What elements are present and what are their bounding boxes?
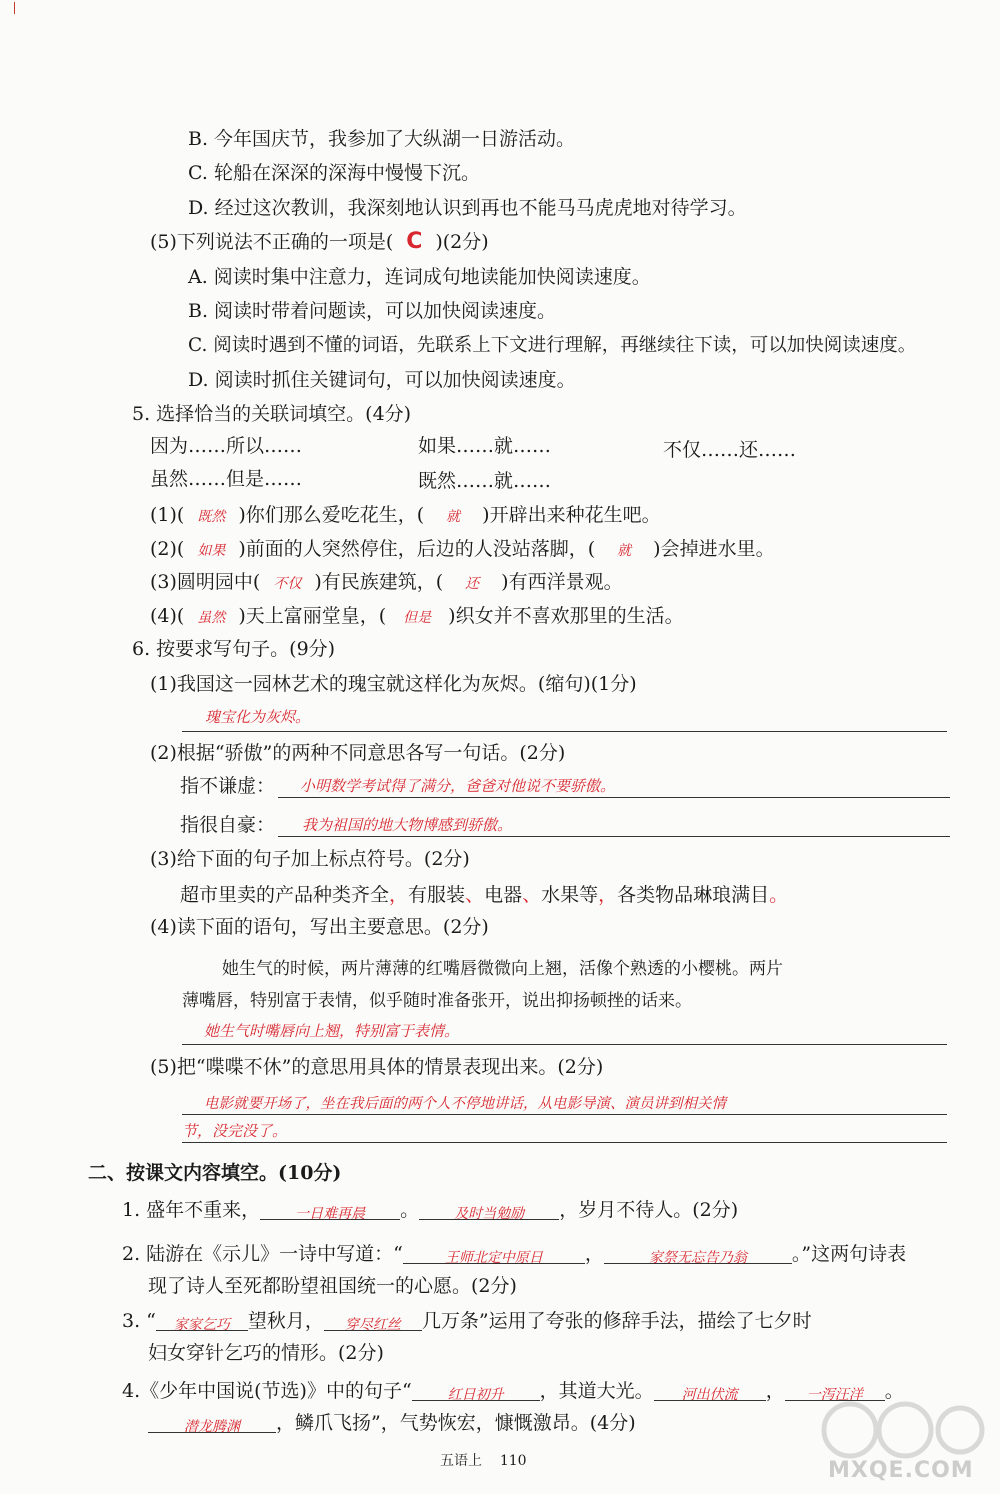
item-text: 。 — [884, 1380, 904, 1402]
answer-blank — [156, 1308, 248, 1331]
q5-item — [150, 603, 684, 631]
answer-blank — [148, 1410, 276, 1433]
q5-item — [150, 536, 775, 564]
handwritten-answer: 电影就要开场了，坐在我后面的两个人不停地讲话，从电影导演、演员讲到相关情 — [204, 1096, 726, 1112]
handwritten-answer: 河出伏流 — [681, 1387, 738, 1403]
prompt-label: 指不谦虚： — [180, 775, 276, 797]
conjunction-option: 不仅……还…… — [663, 439, 797, 461]
watermark-text: MXQE.COM — [828, 1458, 974, 1483]
handwritten-answer: 不仅 — [273, 576, 302, 592]
fill-item-2-cont: 现了诗人至死都盼望祖国统一的心愿。(2分) — [148, 1275, 517, 1297]
question-4-5 — [150, 229, 489, 255]
answer-line — [182, 731, 947, 732]
answer-blank — [419, 1197, 559, 1220]
conjunction-option: 既然……就…… — [418, 470, 552, 492]
handwritten-answer: 但是 — [403, 610, 432, 626]
handwritten-answer: 还 — [465, 576, 480, 592]
answer-blank — [260, 1197, 400, 1220]
answer-choice: C — [406, 229, 423, 254]
answer-line — [182, 1114, 947, 1115]
answer-blank — [604, 1241, 792, 1264]
sentence-text: 水果等 — [541, 884, 599, 906]
item-text: 1. 盛年不重来， — [122, 1199, 261, 1221]
item-text: )有西洋景观。 — [501, 571, 623, 593]
added-punctuation: ， — [598, 884, 618, 906]
answer-blank — [324, 1308, 422, 1331]
added-punctuation: 。 — [769, 884, 789, 906]
item-text: ，鳞爪飞扬”，气势恢宏，慷慨激昂。(4分) — [276, 1412, 636, 1434]
q5-item — [150, 502, 661, 530]
handwritten-answer: 家家乞巧 — [173, 1317, 230, 1333]
fill-item-4 — [122, 1378, 904, 1404]
item-text: 。 — [400, 1199, 420, 1221]
prompt-label: 指很自豪： — [180, 814, 276, 836]
item-text: 望秋月， — [247, 1310, 324, 1332]
handwritten-answer: 家祭无忘告乃翁 — [648, 1250, 747, 1266]
reading-passage-line: 薄嘴唇，特别富于表情，似乎随时准备张开，说出抑扬顿挫的话来。 — [182, 991, 692, 1011]
item-text: )你们那么爱吃花生，( — [238, 504, 425, 526]
handwritten-answer: 她生气时嘴唇向上翘，特别富于表情。 — [204, 1022, 460, 1040]
handwritten-answer: 既然 — [197, 509, 226, 525]
sentence-text: 各类物品琳琅满目 — [617, 884, 770, 906]
fill-item-2 — [122, 1241, 906, 1267]
q5-item — [150, 569, 623, 597]
sentence-text: 电器 — [484, 884, 523, 906]
page-footer — [440, 1450, 527, 1470]
option-c: C. 轮船在深深的深海中慢慢下沉。 — [188, 162, 480, 184]
item-text: ， — [765, 1380, 785, 1402]
item-text: )有民族建筑，( — [314, 571, 444, 593]
handwritten-answer: 我为祖国的地大物博感到骄傲。 — [302, 816, 513, 834]
option-b: B. 阅读时带着问题读，可以加快阅读速度。 — [188, 300, 557, 322]
answer-line — [278, 836, 950, 837]
answer-line — [278, 797, 950, 798]
margin-mark — [14, 2, 15, 14]
handwritten-answer: 就 — [446, 509, 461, 525]
handwritten-answer: 如果 — [197, 543, 226, 559]
subject-label: 五语上 — [440, 1453, 482, 1469]
added-punctuation: 、 — [465, 884, 485, 906]
item-text: )前面的人突然停住，后边的人没站落脚，( — [238, 538, 596, 560]
fill-item-3-cont: 妇女穿针乞巧的情形。(2分) — [148, 1342, 384, 1364]
item-prefix: (3)圆明园中( — [150, 571, 261, 593]
answer-line — [182, 1044, 947, 1045]
answer-blank — [785, 1378, 885, 1401]
q6-sub-1: (1)我国这一园林艺术的瑰宝就这样化为灰烬。(缩句)(1分) — [150, 673, 637, 695]
fill-item-1 — [122, 1197, 738, 1223]
question-6-title: 6. 按要求写句子。(9分) — [132, 638, 336, 660]
item-text: 4.《少年中国说(节选)》中的句子“ — [122, 1380, 412, 1402]
option-d: D. 经过这次教训，我深刻地认识到再也不能马马虎虎地对待学习。 — [188, 197, 747, 219]
item-prefix: (2)( — [150, 538, 185, 560]
q6-sub-4: (4)读下面的语句，写出主要意思。(2分) — [150, 916, 489, 938]
item-prefix: (4)( — [150, 605, 185, 627]
punctuation-sentence — [180, 882, 788, 908]
sentence-text: 有服装 — [408, 884, 466, 906]
item-text: 3. “ — [122, 1310, 156, 1332]
added-punctuation: ， — [389, 884, 409, 906]
item-text: ，岁月不待人。(2分) — [559, 1199, 739, 1221]
item-text: 几万条”运用了夸张的修辞手法，描绘了七夕时 — [421, 1310, 812, 1332]
handwritten-answer: 虽然 — [197, 610, 226, 626]
question-stem: (5)下列说法不正确的一项是( — [150, 231, 394, 253]
section-2-title: 二、按课文内容填空。(10分) — [88, 1162, 342, 1184]
handwritten-answer: 潜龙腾渊 — [184, 1419, 240, 1435]
q6-sub-3: (3)给下面的句子加上标点符号。(2分) — [150, 848, 470, 870]
handwritten-answer: 红日初升 — [447, 1387, 504, 1403]
item-text: )织女并不喜欢那里的生活。 — [448, 605, 684, 627]
page-number: 110 — [499, 1453, 527, 1469]
q6-sub-5: (5)把“喋喋不休”的意思用具体的情景表现出来。(2分) — [150, 1056, 604, 1078]
answer-blank — [654, 1378, 766, 1401]
reading-passage-line: 她生气的时候，两片薄薄的红嘴唇微微向上翘，活像个熟透的小樱桃。两片 — [222, 959, 783, 979]
handwritten-answer: 穿尽红丝 — [344, 1317, 401, 1333]
answer-blank — [403, 1241, 585, 1264]
added-punctuation: 、 — [522, 884, 542, 906]
option-c: C. 阅读时遇到不懂的词语，先联系上下文进行理解，再继续往下读，可以加快阅读速度。 — [188, 335, 917, 356]
conjunction-option: 虽然……但是…… — [150, 468, 303, 490]
sentence-text: 超市里卖的产品种类齐全 — [180, 884, 390, 906]
item-text: )开辟出来种花生吧。 — [482, 504, 661, 526]
handwritten-answer: 小明数学考试得了满分，爸爸对他说不要骄傲。 — [300, 777, 616, 795]
fill-item-4-cont — [148, 1410, 636, 1436]
handwritten-answer: 王师北定中原日 — [444, 1250, 543, 1266]
fill-item-3 — [122, 1308, 812, 1334]
item-text: ，其道大光。 — [539, 1380, 654, 1402]
item-text: )会掉进水里。 — [653, 538, 775, 560]
item-text: )天上富丽堂皇，( — [238, 605, 387, 627]
answer-blank — [412, 1378, 540, 1401]
handwritten-answer: 瑰宝化为灰烬。 — [205, 708, 311, 726]
item-text: 2. 陆游在《示儿》一诗中写道：“ — [122, 1243, 403, 1265]
handwritten-answer: 一泻汪洋 — [806, 1387, 863, 1403]
item-prefix: (1)( — [150, 504, 185, 526]
q6-sub-2: (2)根据“骄傲”的两种不同意思各写一句话。(2分) — [150, 742, 566, 764]
question-5-title: 5. 选择恰当的关联词填空。(4分) — [132, 403, 412, 425]
handwritten-answer: 节，没完没了。 — [182, 1122, 288, 1140]
item-text: 。”这两句诗表 — [791, 1243, 907, 1265]
conjunction-option: 因为……所以…… — [150, 435, 303, 457]
option-b: B. 今年国庆节，我参加了大纵湖一日游活动。 — [188, 128, 576, 150]
handwritten-answer: 就 — [617, 543, 632, 559]
answer-line — [182, 1142, 947, 1143]
item-text: ， — [584, 1243, 604, 1265]
handwritten-answer: 一日难再晨 — [295, 1206, 366, 1222]
conjunction-option: 如果……就…… — [418, 435, 552, 457]
option-a: A. 阅读时集中注意力，连词成句地读能加快阅读速度。 — [188, 266, 651, 288]
question-points: )(2分) — [435, 231, 489, 253]
handwritten-answer: 及时当勉励 — [454, 1206, 525, 1222]
option-d: D. 阅读时抓住关键词句，可以加快阅读速度。 — [188, 369, 576, 391]
